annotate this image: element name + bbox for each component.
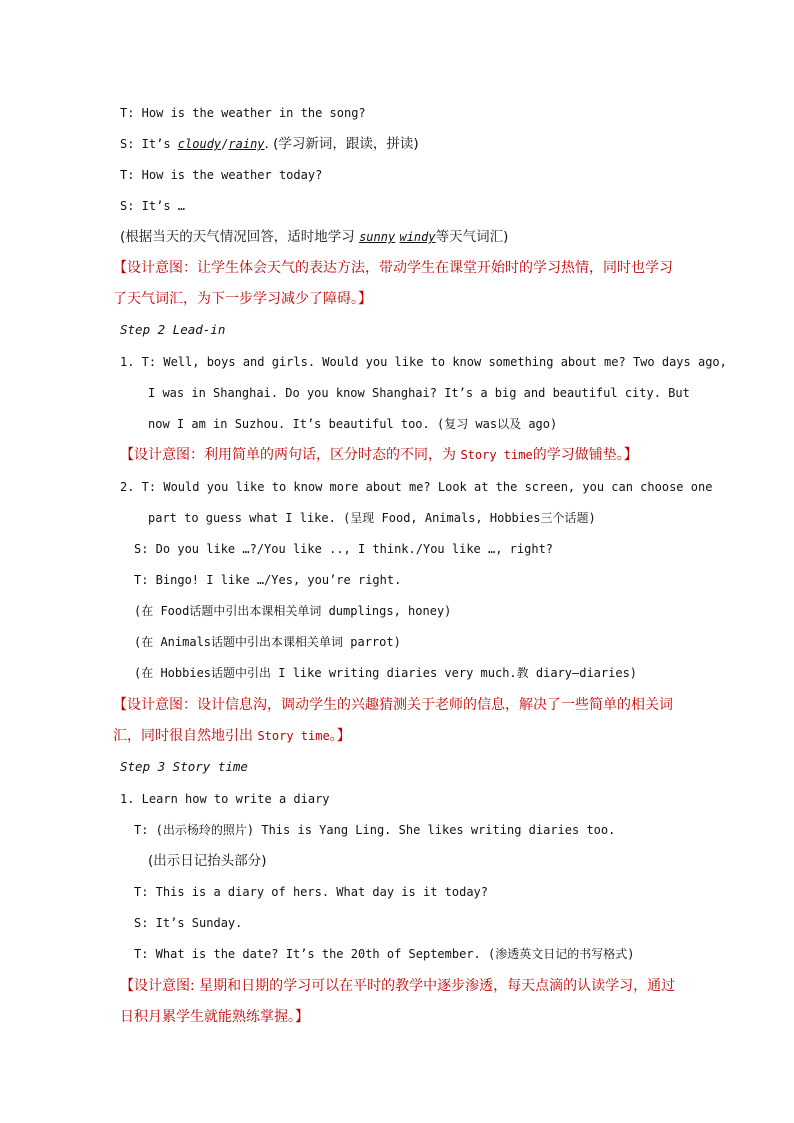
vocab-word: sunny: [359, 230, 396, 244]
dialogue-line: 1. T: Well, boys and girls. Would you like to know something about me? Two days ago,: [120, 355, 727, 369]
step-heading: Step 2 Lead-in: [120, 322, 226, 337]
text-span: (根据当天的天气情况回答，适时地学习: [120, 229, 360, 245]
note-line: (在 Food话题中引出本课相关单词 dumplings, honey): [134, 604, 452, 618]
design-intent-note: 日积月累学生就能熟练掌握。】: [120, 1009, 309, 1025]
dialogue-line: T: Bingo! I like …/Yes, you’re right.: [134, 573, 402, 587]
note-line: (在 Animals话题中引出本课相关单词 parrot): [134, 635, 401, 649]
dialogue-line: T: What is the date? It’s the 20th of September. (渗透英文日记的书写格式): [134, 947, 635, 961]
text-span: Story time: [257, 729, 330, 743]
design-intent-note: 【设计意图: 星期和日期的学习可以在平时的教学中逐步渗透，每天点滴的认读学习，通过: [120, 978, 676, 994]
dialogue-line: I was in Shanghai. Do you know Shanghai? It’s a big and beautiful city. But: [148, 386, 690, 400]
text-span: S: It’s: [120, 137, 178, 151]
step-heading: Step 3 Story time: [120, 759, 248, 774]
dialogue-line: S: It’s Sunday.: [134, 916, 243, 930]
dialogue-line: T: (出示杨玲的照片) This is Yang Ling. She likes writing diaries too.: [134, 823, 616, 837]
design-intent-note: 【设计意图：设计信息沟，调动学生的兴趣猜测关于老师的信息，解决了一些简单的相关词: [113, 697, 673, 713]
text-span: . (学习新词，跟读，拼读): [264, 136, 419, 152]
dialogue-line: S: Do you like …?/You like .., I think./You like …, right?: [134, 542, 554, 556]
text-span: 的学习做铺垫。】: [532, 447, 638, 463]
text-span: /: [221, 137, 229, 151]
list-item: 1. Learn how to write a diary: [120, 792, 330, 806]
design-intent-note: 【设计意图：让学生体会天气的表达方法，带动学生在课堂开始时的学习热情，同时也学习: [113, 260, 673, 276]
dialogue-line: part to guess what I like. (呈现 Food, Animals, Hobbies三个话题): [148, 511, 596, 525]
vocab-word: cloudy: [177, 137, 222, 151]
dialogue-line: T: How is the weather in the song?: [120, 106, 366, 120]
vocab-word: rainy: [228, 137, 265, 151]
text-span: 等天气词汇): [435, 229, 509, 245]
note-line: (在 Hobbies话题中引出 I like writing diaries very much.教 diary—diaries): [134, 666, 638, 680]
text-span: Story time: [460, 448, 533, 462]
dialogue-line: T: How is the weather today?: [120, 168, 323, 182]
text-span: 汇，同时很自然地引出: [113, 728, 258, 744]
design-intent-note: [113, 727, 351, 745]
note-line: [120, 228, 508, 246]
dialogue-line: 2. T: Would you like to know more about me? Look at the screen, you can choose one: [120, 480, 713, 494]
text-span: 。】: [329, 728, 351, 744]
design-intent-note: 了天气词汇，为下一步学习减少了障碍。】: [113, 291, 372, 307]
note-line: (出示日记抬头部分): [148, 853, 267, 869]
design-intent-note: [120, 446, 638, 464]
dialogue-line: T: This is a diary of hers. What day is it today?: [134, 885, 489, 899]
dialogue-line: [120, 135, 419, 153]
vocab-word: windy: [399, 230, 436, 244]
text-span: 【设计意图：利用简单的两句话，区分时态的不同，为: [120, 447, 461, 463]
dialogue-line: now I am in Suzhou. It’s beautiful too. (复习 was以及 ago): [148, 417, 558, 431]
dialogue-line: S: It’s …: [120, 199, 186, 213]
